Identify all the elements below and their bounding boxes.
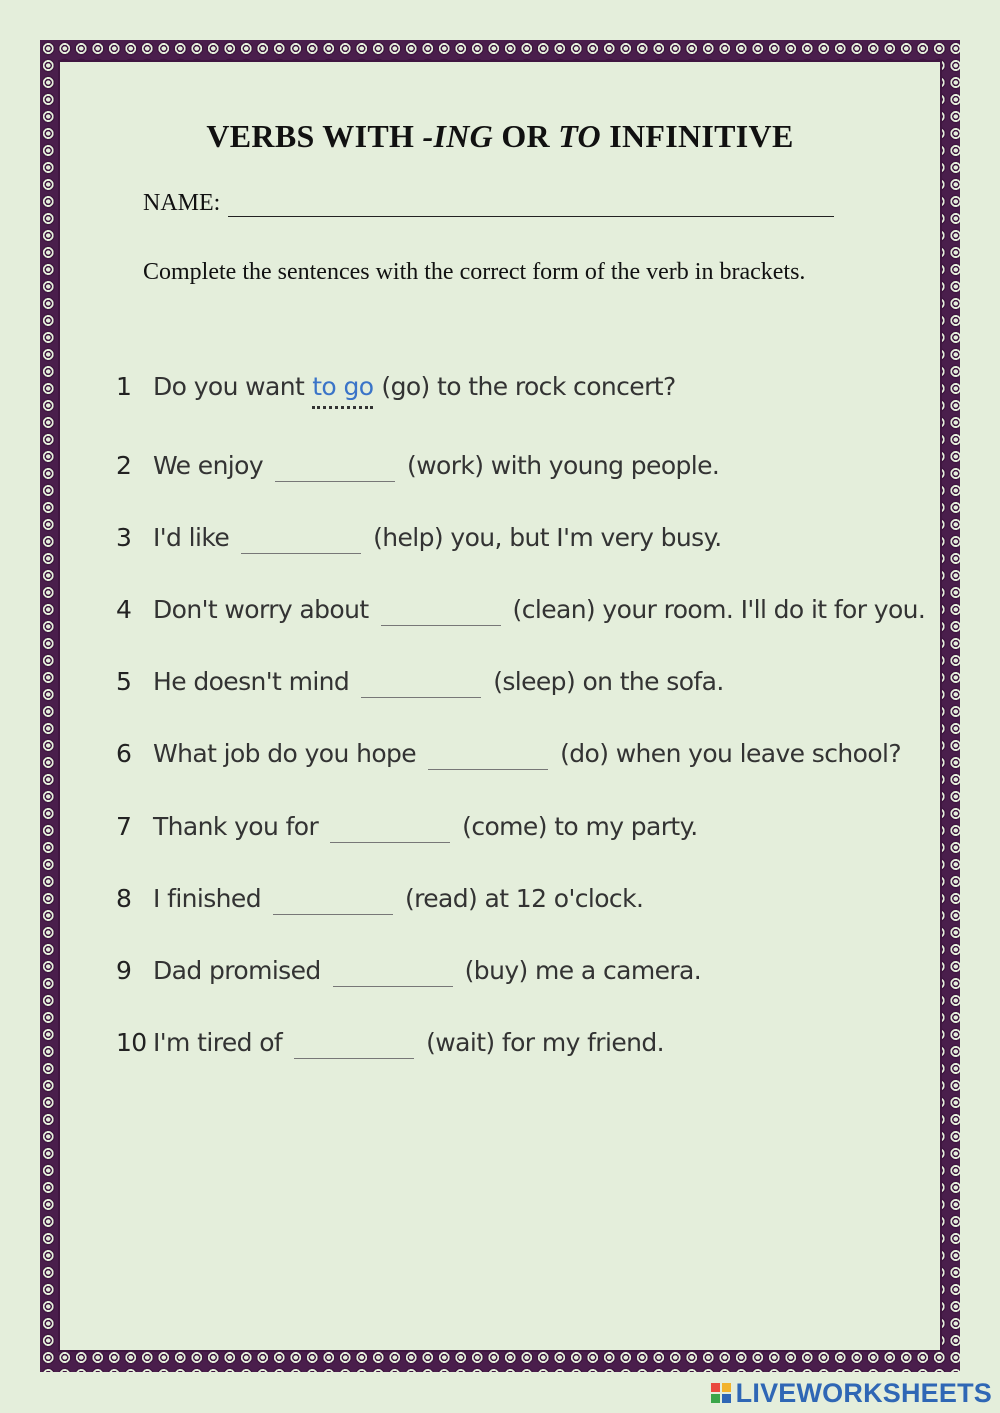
item-text-before: Thank you for	[153, 812, 319, 841]
exercise-item-4	[116, 587, 925, 627]
item-number: 9	[116, 956, 132, 985]
item-text-before: He doesn't mind	[153, 667, 350, 696]
answer-field[interactable]	[361, 667, 481, 698]
logo-text: LIVEWORKSHEETS	[735, 1378, 992, 1408]
item-text-after: (do) when you leave school?	[560, 739, 902, 768]
item-text-after: (go) to the rock concert?	[381, 372, 676, 401]
item-number: 5	[116, 667, 132, 696]
name-field[interactable]	[228, 192, 834, 217]
decorative-border	[40, 40, 960, 1372]
item-number: 2	[116, 451, 132, 480]
item-text-after: (come) to my party.	[462, 812, 698, 841]
exercise-item-10	[116, 1020, 664, 1060]
liveworksheets-logo[interactable]	[711, 1378, 992, 1409]
item-number: 6	[116, 739, 132, 768]
exercise-item-5	[116, 659, 724, 699]
title-part: OR	[493, 118, 559, 154]
answer-field[interactable]	[294, 1028, 414, 1059]
item-text-before: I'm tired of	[153, 1028, 283, 1057]
exercise-item-2	[116, 443, 719, 483]
item-number: 1	[116, 372, 132, 401]
item-number: 4	[116, 595, 132, 624]
name-label: NAME:	[143, 190, 221, 216]
item-text-after: (wait) for my friend.	[426, 1028, 664, 1057]
answer-field[interactable]	[273, 884, 393, 915]
worksheet-title	[0, 118, 1000, 155]
title-part: VERBS WITH	[206, 118, 423, 154]
item-number: 10	[116, 1028, 147, 1057]
answer-field[interactable]	[275, 451, 395, 482]
answer-field[interactable]	[381, 595, 501, 626]
answer-field[interactable]	[330, 812, 450, 843]
instructions: Complete the sentences with the correct form of the verb in brackets.	[143, 259, 806, 285]
item-text-before: Don't worry about	[153, 595, 369, 624]
answer-field[interactable]	[241, 523, 361, 554]
exercise-item-1	[116, 372, 676, 412]
item-text-before: Dad promised	[153, 956, 321, 985]
exercise-item-3	[116, 515, 722, 555]
item-text-after: (read) at 12 o'clock.	[404, 884, 644, 913]
name-row	[143, 190, 834, 217]
item-number: 8	[116, 884, 132, 913]
item-text-after: (clean) your room. I'll do it for you.	[512, 595, 926, 624]
exercise-item-6	[116, 731, 901, 771]
exercise-item-9	[116, 948, 701, 988]
item-text-after: (buy) me a camera.	[464, 956, 702, 985]
liveworksheets-logo-icon	[711, 1383, 733, 1405]
title-part-to: TO	[558, 118, 601, 154]
item-text-after: (help) you, but I'm very busy.	[373, 523, 722, 552]
answer-field[interactable]: to go	[312, 372, 374, 401]
item-text-before: I finished	[153, 884, 261, 913]
item-text-before: Do you want	[153, 372, 305, 401]
title-part: INFINITIVE	[600, 118, 794, 154]
item-text-after: (work) with young people.	[407, 451, 720, 480]
item-text-after: (sleep) on the sofa.	[493, 667, 724, 696]
item-number: 3	[116, 523, 132, 552]
answer-field[interactable]	[428, 739, 548, 770]
item-text-before: What job do you hope	[153, 739, 417, 768]
item-text-before: We enjoy	[153, 451, 264, 480]
exercise-item-8	[116, 876, 643, 916]
item-text-before: I'd like	[153, 523, 230, 552]
exercise-item-7	[116, 804, 698, 844]
answer-field[interactable]	[333, 956, 453, 987]
title-part-ing: -ING	[422, 118, 494, 154]
item-number: 7	[116, 812, 132, 841]
